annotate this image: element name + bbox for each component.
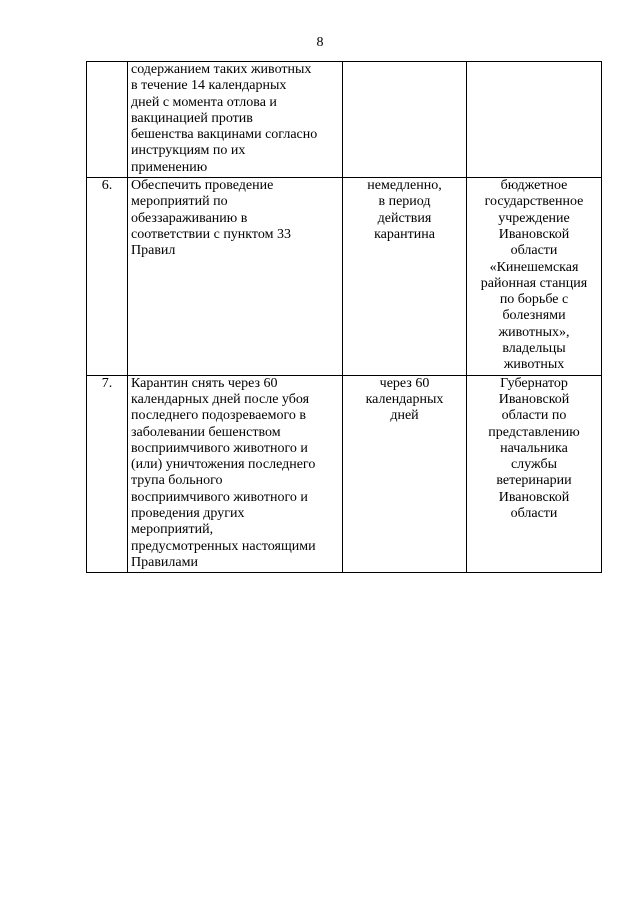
table-row — [87, 178, 602, 376]
measures-table — [86, 61, 602, 573]
page-number: 8 — [316, 35, 324, 50]
row-number-cell: 7. — [87, 375, 128, 573]
action-cell: Карантин снять через 60 календарных дней после убоя последнего подозреваемого в заболевании бешенством восприимчивого животного и (или) уничтожения последнего трупа больного восприимчивого животного и проведения других мероприятий, предусмотренных настоящими Правилами — [128, 375, 343, 573]
term-cell — [343, 62, 467, 178]
row-number-cell — [87, 62, 128, 178]
term-cell: немедленно, в период действия карантина — [343, 178, 467, 376]
action-cell: Обеспечить проведение мероприятий по обеззараживанию в соответствии с пунктом 33 Правил — [128, 178, 343, 376]
responsible-cell — [467, 62, 602, 178]
responsible-cell: Губернатор Ивановской области по представлению начальника службы ветеринарии Ивановской области — [467, 375, 602, 573]
responsible-cell: бюджетное государственное учреждение Ивановской области «Кинешемская районная станция по борьбе с болезнями животных», владельцы животных — [467, 178, 602, 376]
table-row — [87, 62, 602, 178]
row-number-cell: 6. — [87, 178, 128, 376]
table-row — [87, 375, 602, 573]
action-cell: содержанием таких животных в течение 14 календарных дней с момента отлова и вакцинацией против бешенства вакцинами согласно инструкциям по их применению — [128, 62, 343, 178]
term-cell: через 60 календарных дней — [343, 375, 467, 573]
